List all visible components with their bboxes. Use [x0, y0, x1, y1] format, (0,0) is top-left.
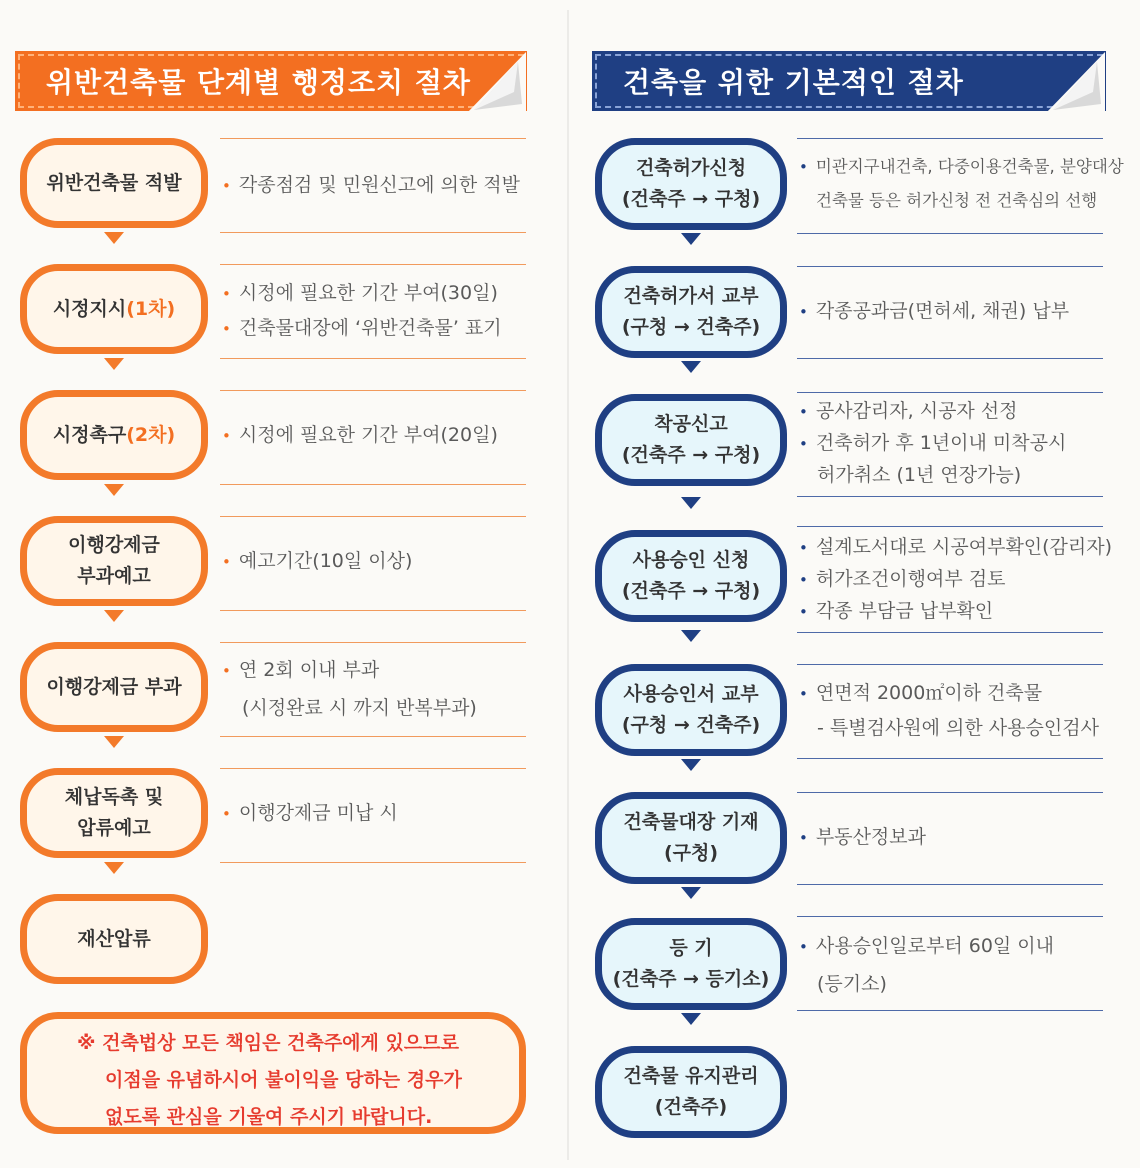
step-label: 건축물대장 기재	[623, 811, 759, 833]
step-label: (건축주 → 구청)	[621, 580, 761, 602]
note-line: 없도록 관심을 기울여 주시기 바랍니다.	[105, 1106, 433, 1128]
divider-line	[797, 496, 1103, 497]
arrow-down-icon	[681, 759, 701, 771]
step-correction-order-1	[20, 264, 208, 354]
step-registration	[595, 918, 787, 1010]
step-permit-issued	[595, 266, 787, 358]
arrow-down-icon	[104, 862, 124, 874]
step-label: 사용승인 신청	[632, 549, 750, 571]
step-penalty-notice	[20, 516, 208, 606]
divider-line	[797, 758, 1103, 759]
step-description: • 각종공과금(면허세, 채권) 납부	[799, 300, 1070, 322]
arrow-down-icon	[104, 484, 124, 496]
arrow-down-icon	[681, 497, 701, 509]
description-text: 사용승인일로부터 60일 이내	[815, 935, 1055, 957]
divider-line	[797, 526, 1103, 527]
divider-line	[220, 642, 526, 643]
note-line: ※ 건축법상 모든 책임은 건축주에게 있으므로	[77, 1032, 459, 1054]
description-text: 각종 부담금 납부확인	[815, 600, 994, 622]
step-label: 이행강제금 부과	[46, 675, 182, 698]
step-register-entry	[595, 792, 787, 884]
description-text: 건축허가 후 1년이내 미착공시	[815, 432, 1067, 454]
step-label: 착공신고	[654, 413, 728, 435]
step-permit-application	[595, 138, 787, 230]
step-description: • 공사감리자, 시공자 선정 • 건축허가 후 1년이내 미착공시 허가취소 (1년 연장가능)	[799, 400, 1067, 486]
step-description: • 예고기간(10일 이상)	[222, 550, 413, 572]
divider-line	[220, 232, 526, 233]
left-title: 위반건축물 단계별 행정조치 절차	[46, 66, 471, 99]
description-text: 건축물대장에 ‘위반건축물’ 표기	[238, 317, 502, 339]
step-use-approval-issued	[595, 664, 787, 756]
arrow-down-icon	[681, 630, 701, 642]
step-violation-detected	[20, 138, 208, 228]
arrow-down-icon	[681, 887, 701, 899]
step-description: • 사용승인일로부터 60일 이내 (등기소)	[799, 935, 1055, 995]
step-label: 등 기	[669, 937, 713, 959]
step-label: 체납독촉 및	[64, 786, 164, 808]
step-label: (구청 → 건축주)	[621, 714, 761, 736]
step-description: • 부동산정보과	[799, 826, 926, 848]
divider-line	[797, 358, 1103, 359]
description-text: 허가조건이행여부 검토	[815, 568, 1006, 590]
step-description: • 연면적 2000㎡이하 건축물 - 특별검사원에 의한 사용승인검사	[799, 682, 1099, 739]
step-highlight: (2차)	[126, 423, 176, 446]
divider-line	[797, 392, 1103, 393]
divider-line	[797, 916, 1103, 917]
divider-line	[220, 736, 526, 737]
step-label: 시정지시	[52, 297, 127, 320]
step-label: 위반건축물 적발	[46, 171, 182, 194]
step-construction-start	[595, 394, 787, 486]
divider-line	[797, 792, 1103, 793]
description-text: 허가취소 (1년 연장가능)	[817, 464, 1022, 486]
description-text: 각종공과금(면허세, 채권) 납부	[815, 300, 1070, 322]
step-description: • 미관지구내건축, 다중이용건축물, 분양대상 건축물 등은 허가신청 전 건축심의 선행	[799, 157, 1124, 210]
step-correction-demand-2	[20, 390, 208, 480]
arrow-down-icon	[681, 233, 701, 245]
step-label: 건축허가신청	[635, 157, 747, 179]
step-property-seizure	[20, 894, 208, 984]
step-description: • 각종점검 및 민원신고에 의한 적발	[222, 174, 520, 196]
step-label: 재산압류	[77, 927, 151, 950]
description-text: 설계도서대로 시공여부확인(감리자)	[815, 536, 1113, 558]
description-text: 건축물 등은 허가신청 전 건축심의 선행	[816, 191, 1098, 210]
page-curl-icon	[466, 52, 526, 114]
step-maintenance	[595, 1046, 787, 1138]
step-label: 시정촉구	[52, 423, 127, 446]
description-text: 연 2회 이내 부과	[238, 659, 380, 681]
step-label: (구청)	[663, 842, 719, 864]
step-label: 건축허가서 교부	[623, 285, 759, 307]
divider-line	[220, 138, 526, 139]
arrow-down-icon	[681, 1013, 701, 1025]
arrow-down-icon	[104, 736, 124, 748]
step-use-approval-application	[595, 530, 787, 622]
page-curl-icon	[1045, 52, 1105, 114]
description-text: (시정완료 시 까지 반복부과)	[242, 697, 477, 719]
divider-line	[220, 610, 526, 611]
description-text: 부동산정보과	[815, 826, 926, 848]
description-text: 각종점검 및 민원신고에 의한 적발	[238, 174, 520, 196]
step-label: 건축물 유지관리	[623, 1065, 759, 1087]
divider-line	[220, 768, 526, 769]
step-arrears-notice	[20, 768, 208, 858]
step-label: (건축주 → 등기소)	[612, 968, 770, 990]
description-text: 예고기간(10일 이상)	[238, 550, 413, 572]
divider-line	[220, 358, 526, 359]
step-label: (건축주 → 구청)	[621, 188, 761, 210]
divider-line	[797, 138, 1103, 139]
step-description: • 설계도서대로 시공여부확인(감리자) • 허가조건이행여부 검토 • 각종 부담금 납부확인	[799, 536, 1113, 622]
description-text: 시정에 필요한 기간 부여(30일)	[238, 282, 498, 304]
description-text: (등기소)	[817, 973, 887, 995]
page-divider	[567, 10, 569, 1160]
arrow-down-icon	[681, 361, 701, 373]
step-label: (건축주 → 구청)	[621, 444, 761, 466]
right-title: 건축을 위한 기본적인 절차	[623, 66, 964, 99]
description-text: 공사감리자, 시공자 선정	[815, 400, 1018, 422]
step-label: 사용승인서 교부	[623, 683, 759, 705]
divider-line	[220, 264, 526, 265]
description-text: 이행강제금 미납 시	[238, 802, 398, 824]
step-penalty-imposed	[20, 642, 208, 732]
note-line: 이점을 유념하시어 불이익을 당하는 경우가	[105, 1069, 462, 1091]
step-label: 부과예고	[77, 565, 151, 587]
responsibility-note	[20, 1012, 526, 1134]
divider-line	[220, 862, 526, 863]
arrow-down-icon	[104, 232, 124, 244]
step-label: 압류예고	[77, 817, 151, 839]
arrow-down-icon	[104, 358, 124, 370]
description-text: 미관지구내건축, 다중이용건축물, 분양대상	[815, 157, 1124, 176]
divider-line	[797, 664, 1103, 665]
step-label: (구청 → 건축주)	[621, 316, 761, 338]
divider-line	[220, 516, 526, 517]
step-highlight: (1차)	[126, 297, 176, 320]
description-text: 연면적 2000㎡이하 건축물	[815, 682, 1043, 704]
description-text: 시정에 필요한 기간 부여(20일)	[238, 424, 498, 446]
divider-line	[797, 632, 1103, 633]
step-label: 이행강제금	[68, 534, 160, 556]
step-description: • 이행강제금 미납 시	[222, 802, 398, 824]
arrow-down-icon	[104, 610, 124, 622]
step-description: • 연 2회 이내 부과 (시정완료 시 까지 반복부과)	[222, 659, 477, 719]
divider-line	[797, 233, 1103, 234]
divider-line	[797, 1010, 1103, 1011]
divider-line	[220, 484, 526, 485]
step-label: (건축주)	[654, 1096, 728, 1118]
left-title-banner	[18, 54, 524, 108]
step-description: • 시정에 필요한 기간 부여(30일) • 건축물대장에 ‘위반건축물’ 표기	[222, 282, 502, 339]
description-text: - 특별검사원에 의한 사용승인검사	[817, 717, 1099, 739]
right-title-banner	[595, 54, 1103, 108]
divider-line	[220, 390, 526, 391]
divider-line	[797, 266, 1103, 267]
step-description: • 시정에 필요한 기간 부여(20일)	[222, 424, 498, 446]
divider-line	[797, 884, 1103, 885]
